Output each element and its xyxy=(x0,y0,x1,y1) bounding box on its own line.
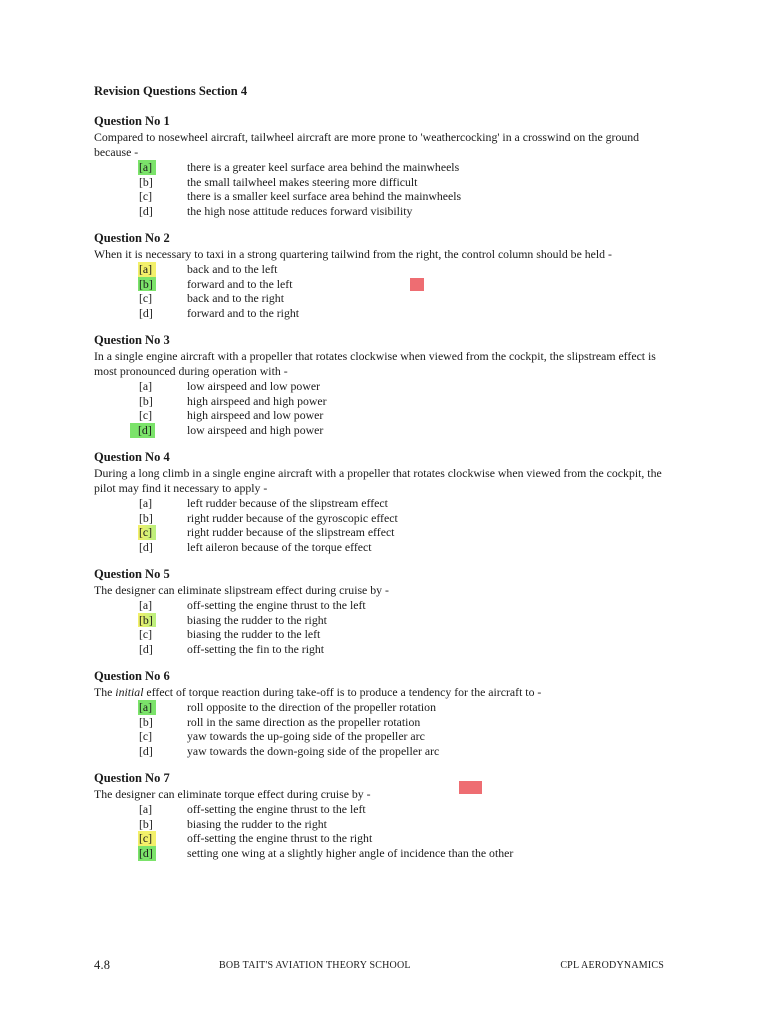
option-text: left rudder because of the slipstream effect xyxy=(187,496,388,510)
question-7 xyxy=(94,770,674,861)
option-letter: [d] xyxy=(139,540,153,555)
option-letter: [b] xyxy=(138,277,156,292)
option-list xyxy=(94,802,674,861)
question-5 xyxy=(94,566,674,657)
option-b xyxy=(94,175,674,190)
option-letter: [a] xyxy=(139,598,153,612)
option-b xyxy=(94,715,674,730)
option-a xyxy=(94,262,674,277)
option-text: off-setting the engine thrust to the left xyxy=(187,598,366,612)
option-a xyxy=(94,598,674,613)
option-letter: [b] xyxy=(139,393,153,408)
option-list xyxy=(94,700,674,759)
question-heading: Question No 7 xyxy=(94,771,170,785)
option-letter: [c] xyxy=(139,189,153,204)
option-text: biasing the rudder to the right xyxy=(187,816,327,831)
question-heading: Question No 5 xyxy=(94,567,170,581)
option-letter: [c] xyxy=(139,408,153,423)
red-annotation-mark xyxy=(459,781,482,794)
question-text: The designer can eliminate torque effect during cruise by - xyxy=(94,787,371,801)
option-text: left aileron because of the torque effect xyxy=(187,540,372,555)
option-letter: [b] xyxy=(139,714,153,729)
option-text: roll opposite to the direction of the propeller rotation xyxy=(187,700,436,714)
option-c xyxy=(94,408,674,423)
option-letter: [c] xyxy=(139,627,153,642)
question-text: The designer can eliminate slipstream effect during cruise by - xyxy=(94,583,389,597)
option-text: the high nose attitude reduces forward visibility xyxy=(187,204,413,219)
option-letter: [a] xyxy=(139,496,153,510)
option-d xyxy=(94,306,674,321)
option-text: right rudder because of the slipstream effect xyxy=(187,525,395,540)
option-b xyxy=(94,511,674,526)
option-b xyxy=(94,817,674,832)
option-text: biasing the rudder to the right xyxy=(187,612,327,627)
option-d xyxy=(94,846,674,861)
option-text: yaw towards the up-going side of the propeller arc xyxy=(187,729,425,744)
question-text: Compared to nosewheel aircraft, tailwheel aircraft are more prone to 'weathercocking' in a crosswind on the ground because - xyxy=(94,130,640,159)
option-letter: [a] xyxy=(139,379,153,393)
option-letter: [d] xyxy=(139,306,153,321)
option-c xyxy=(94,189,674,204)
option-text: low airspeed and high power xyxy=(187,423,324,438)
option-c xyxy=(94,525,674,540)
option-text: there is a smaller keel surface area behind the mainwheels xyxy=(187,189,462,204)
option-letter: [c] xyxy=(138,525,156,540)
page-number: 4.8 xyxy=(94,958,111,972)
question-text: When it is necessary to taxi in a strong quartering tailwind from the right, the control column should be held - xyxy=(94,247,612,261)
option-d xyxy=(94,204,674,219)
option-letter: [d] xyxy=(139,744,153,759)
option-list xyxy=(94,598,674,657)
option-d xyxy=(94,642,674,657)
option-text: off-setting the engine thrust to the right xyxy=(187,831,373,846)
option-letter: [a] xyxy=(138,700,156,715)
option-text: the small tailwheel makes steering more difficult xyxy=(187,174,418,189)
option-letter: [d] xyxy=(138,846,156,861)
option-text: forward and to the left xyxy=(187,276,293,291)
question-4 xyxy=(94,449,674,555)
option-text: there is a greater keel surface area behind the mainwheels xyxy=(187,160,460,174)
question-text: In a single engine aircraft with a propeller that rotates clockwise when viewed from the cockpit, the slipstream effect is most pronounced during operation with - xyxy=(94,349,656,378)
footer-school: BOB TAIT'S AVIATION THEORY SCHOOL xyxy=(219,960,411,971)
option-text: off-setting the fin to the right xyxy=(187,642,325,657)
option-letter: [b] xyxy=(139,510,153,525)
option-text: setting one wing at a slightly higher angle of incidence than the other xyxy=(187,846,514,861)
option-letter: [a] xyxy=(138,262,156,277)
question-heading: Question No 2 xyxy=(94,231,170,245)
option-a xyxy=(94,160,674,175)
option-letter: [c] xyxy=(139,729,153,744)
option-letter: [c] xyxy=(139,291,153,306)
option-a xyxy=(94,700,674,715)
option-c xyxy=(94,291,674,306)
question-2 xyxy=(94,230,674,321)
option-d xyxy=(94,540,674,555)
option-text: off-setting the engine thrust to the left xyxy=(187,802,366,816)
option-b xyxy=(94,394,674,409)
option-letter: [b] xyxy=(139,816,153,831)
question-heading: Question No 4 xyxy=(94,450,170,464)
footer-subject: CPL AERODYNAMICS xyxy=(560,960,664,971)
option-list xyxy=(94,379,674,438)
option-text: high airspeed and low power xyxy=(187,408,324,423)
question-text-start: The xyxy=(94,685,116,699)
option-letter: [d] xyxy=(139,642,153,657)
option-letter: [b] xyxy=(138,613,156,628)
option-d xyxy=(94,423,674,438)
option-text: forward and to the right xyxy=(187,306,300,321)
option-c xyxy=(94,729,674,744)
red-annotation-mark xyxy=(410,278,424,291)
option-letter: [b] xyxy=(139,174,153,189)
option-c xyxy=(94,831,674,846)
section-title: Revision Questions Section 4 xyxy=(94,84,248,98)
option-text: right rudder because of the gyroscopic effect xyxy=(187,510,398,525)
option-text: roll in the same direction as the propeller rotation xyxy=(187,714,421,729)
question-text-emphasis: initial xyxy=(115,685,144,699)
option-list xyxy=(94,262,674,321)
question-text xyxy=(94,685,674,700)
question-text-end: effect of torque reaction during take-off is to produce a tendency for the aircraft to - xyxy=(143,685,542,699)
option-a xyxy=(94,379,674,394)
option-list xyxy=(94,160,674,219)
option-b xyxy=(94,613,674,628)
option-letter: [a] xyxy=(139,802,153,816)
option-text: back and to the right xyxy=(187,291,284,306)
question-text: During a long climb in a single engine aircraft with a propeller that rotates clockwise when viewed from the cockpit, the pilot may find it necessary to apply - xyxy=(94,466,662,495)
option-letter: [d] xyxy=(130,423,155,438)
option-text: high airspeed and high power xyxy=(187,393,327,408)
question-3 xyxy=(94,332,674,438)
option-text: biasing the rudder to the left xyxy=(187,627,321,642)
option-d xyxy=(94,744,674,759)
option-c xyxy=(94,627,674,642)
option-b xyxy=(94,277,674,292)
option-text: back and to the left xyxy=(187,262,278,276)
option-letter: [d] xyxy=(139,204,153,219)
question-heading: Question No 3 xyxy=(94,333,170,347)
option-letter: [a] xyxy=(138,160,156,175)
question-heading: Question No 1 xyxy=(94,114,170,128)
question-6 xyxy=(94,668,674,759)
option-list xyxy=(94,496,674,555)
question-heading: Question No 6 xyxy=(94,669,170,683)
option-letter: [c] xyxy=(138,831,156,846)
option-a xyxy=(94,496,674,511)
option-a xyxy=(94,802,674,817)
question-1 xyxy=(94,113,674,219)
option-text: low airspeed and low power xyxy=(187,379,321,393)
option-text: yaw towards the down-going side of the propeller arc xyxy=(187,744,440,759)
